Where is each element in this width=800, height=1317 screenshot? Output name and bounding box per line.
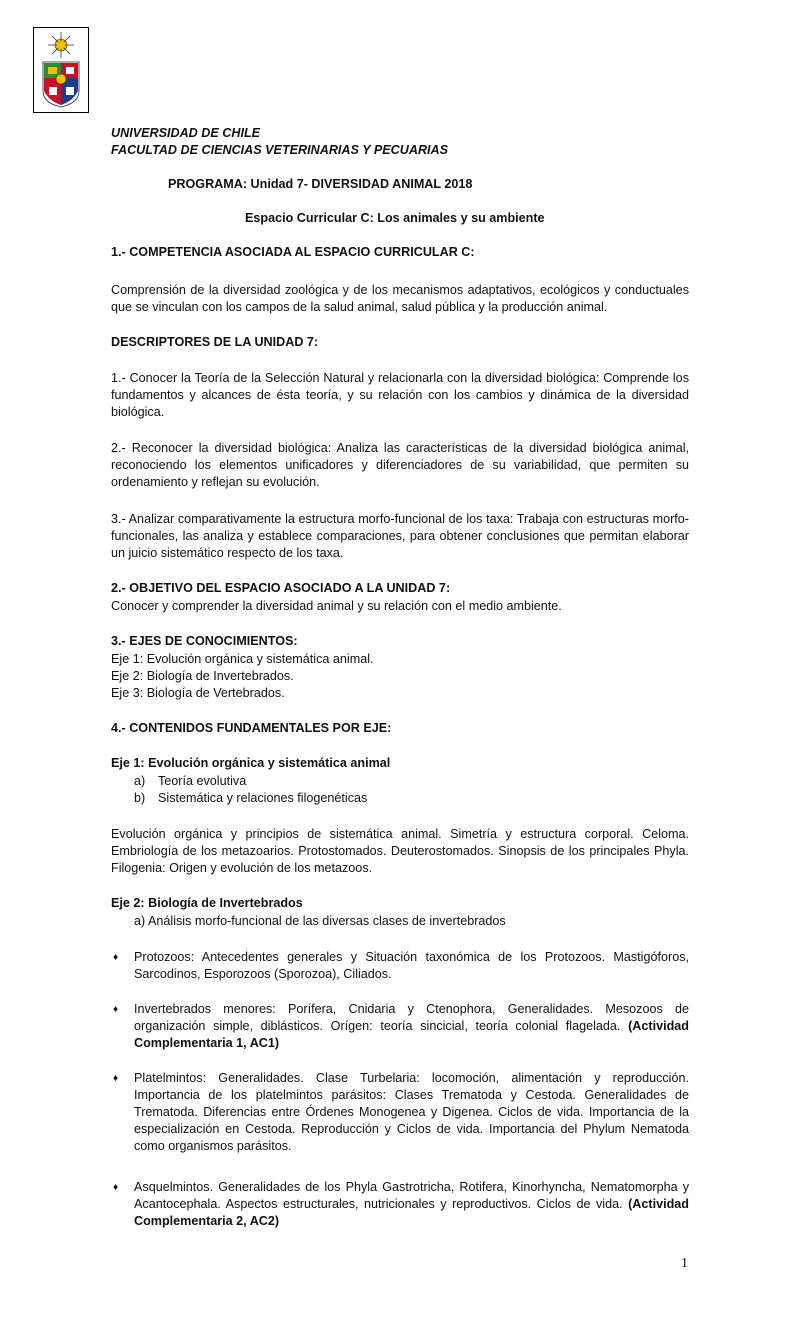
- eje2-subitem: a) Análisis morfo-funcional de las diversas clases de invertebrados: [134, 914, 506, 928]
- competencia-text: [111, 282, 689, 316]
- objetivo-text: [111, 598, 689, 615]
- descriptor-2: [111, 440, 689, 491]
- university-crest-logo: [33, 27, 89, 113]
- bullet-bold-note: (Actividad Complementaria 1, AC1): [134, 1019, 689, 1050]
- bullet-text: Asquelmintos. Generalidades de los Phyla Gastrotricha, Rotifera, Kinorhyncha, Nematomorpha y Acantocephala. Aspectos estructurales, nutricionales y reproductivos. Ciclos de vida.: [134, 1180, 689, 1211]
- bullet-asquelmintos: [134, 1179, 689, 1230]
- competencia-heading: 1.- COMPETENCIA ASOCIADA AL ESPACIO CURRICULAR C:: [111, 245, 475, 259]
- bullet-platelmintos: [134, 1070, 689, 1155]
- descriptor-paragraph: 2.- Reconocer la diversidad biológica: Analiza las características de la diversidad biológica animal, reconociendo los elementos unificadores y diferenciadores de su variabilidad, que permiten su ordenamiento y reflejan su evolución.: [111, 441, 689, 489]
- university-name: UNIVERSIDAD DE CHILE: [111, 126, 261, 140]
- ejes-list: [111, 651, 374, 702]
- eje1-paragraph: Evolución orgánica y principios de sistemática animal. Simetría y estructura corporal. Celoma. Embriología de los metazoarios. Protostomados. Deuterostomados. Sinopsis de los principales Phyla. Filogenia: Origen y evolución de los metazoos.: [111, 827, 689, 875]
- institution-heading: [111, 125, 448, 159]
- eje-item: Eje 3: Biología de Vertebrados.: [111, 686, 285, 700]
- descriptor-1: [111, 370, 689, 421]
- diamond-bullet-icon: ♦: [113, 952, 119, 963]
- diamond-bullet-icon: ♦: [113, 1182, 119, 1193]
- descriptor-3: [111, 511, 689, 562]
- diamond-bullet-icon: ♦: [113, 1073, 119, 1084]
- page-number: 1: [681, 1256, 688, 1271]
- bullet-text: Invertebrados menores: Porífera, Cnidaria y Ctenophora, Generalidades. Mesozoos de organización simple, diblásticos. Orígen: teoría sincicial, teoría colonial flagelada.: [134, 1002, 689, 1033]
- subitem-text: Teoría evolutiva: [158, 774, 247, 788]
- bullet-invertebrados-menores: [134, 1001, 689, 1052]
- bullet-text: Protozoos: Antecedentes generales y Situación taxonómica de los Protozoos. Mastigóforos, Sarcodinos, Esporozoos (Sporozoa), Ciliados.: [134, 950, 689, 981]
- curricular-space-title: Espacio Curricular C: Los animales y su ambiente: [245, 211, 545, 225]
- descriptor-paragraph: 3.- Analizar comparativamente la estructura morfo-funcional de los taxa: Trabaja con estructuras morfo-funcionales, las analiza y establece comparaciones, para obtener conclusiones que permitan elaborar un juicio sistemático respecto de los taxa.: [111, 512, 689, 560]
- descriptores-heading: DESCRIPTORES DE LA UNIDAD 7:: [111, 335, 319, 349]
- eje-item: Eje 1: Evolución orgánica y sistemática animal.: [111, 652, 374, 666]
- competencia-paragraph: Comprensión de la diversidad zoológica y de los mecanismos adaptativos, ecológicos y conductuales que se vinculan con los campos de la salud animal, salud pública y la producción animal.: [111, 283, 689, 314]
- descriptor-paragraph: 1.- Conocer la Teoría de la Selección Natural y relacionarla con la diversidad biológica: Comprende los fundamentos y alcances de ésta teoría, y su relación con los cambios y dinámica de la diversidad biológica.: [111, 371, 689, 419]
- eje1-subitem-a: [134, 773, 367, 790]
- eje1-title: Eje 1: Evolución orgánica y sistemática animal: [111, 756, 391, 770]
- bullet-protozoos: [134, 949, 689, 983]
- objetivo-heading: 2.- OBJETIVO DEL ESPACIO ASOCIADO A LA UNIDAD 7:: [111, 581, 451, 595]
- contenidos-heading: 4.- CONTENIDOS FUNDAMENTALES POR EJE:: [111, 721, 392, 735]
- subitem-label: b): [134, 791, 146, 805]
- bullet-bold-note: (Actividad Complementaria 2, AC2): [134, 1197, 689, 1228]
- eje1-text: [111, 826, 689, 877]
- bullet-text: Platelmintos: Generalidades. Clase Turbelaria: locomoción, alimentación y reproducción. Importancia de los platelmintos parásitos: Clases Trematoda y Cestoda. Generalidades de Trematoda. Diferencias entre Órdenes Monogenea y Digenea. Ciclos de vida. Importancia de la especialización en Cestoda. Reproducción y Ciclos de vida. Importancia del Phylum Nematoda como organismos parásitos.: [134, 1071, 689, 1153]
- subitem-label: a): [134, 774, 146, 788]
- objetivo-paragraph: Conocer y comprender la diversidad animal y su relación con el medio ambiente.: [111, 599, 562, 613]
- program-title: PROGRAMA: Unidad 7- DIVERSIDAD ANIMAL 2018: [168, 177, 473, 191]
- faculty-name: FACULTAD DE CIENCIAS VETERINARIAS Y PECUARIAS: [111, 143, 449, 157]
- subitem-text: Sistemática y relaciones filogenéticas: [158, 791, 368, 805]
- eje1-subitems: [134, 773, 367, 807]
- diamond-bullet-icon: ♦: [113, 1004, 119, 1015]
- eje1-subitem-b: [134, 790, 367, 807]
- ejes-heading: 3.- EJES DE CONOCIMIENTOS:: [111, 634, 298, 648]
- eje-item: Eje 2: Biología de Invertebrados.: [111, 669, 294, 683]
- eje2-title: Eje 2: Biología de Invertebrados: [111, 896, 303, 910]
